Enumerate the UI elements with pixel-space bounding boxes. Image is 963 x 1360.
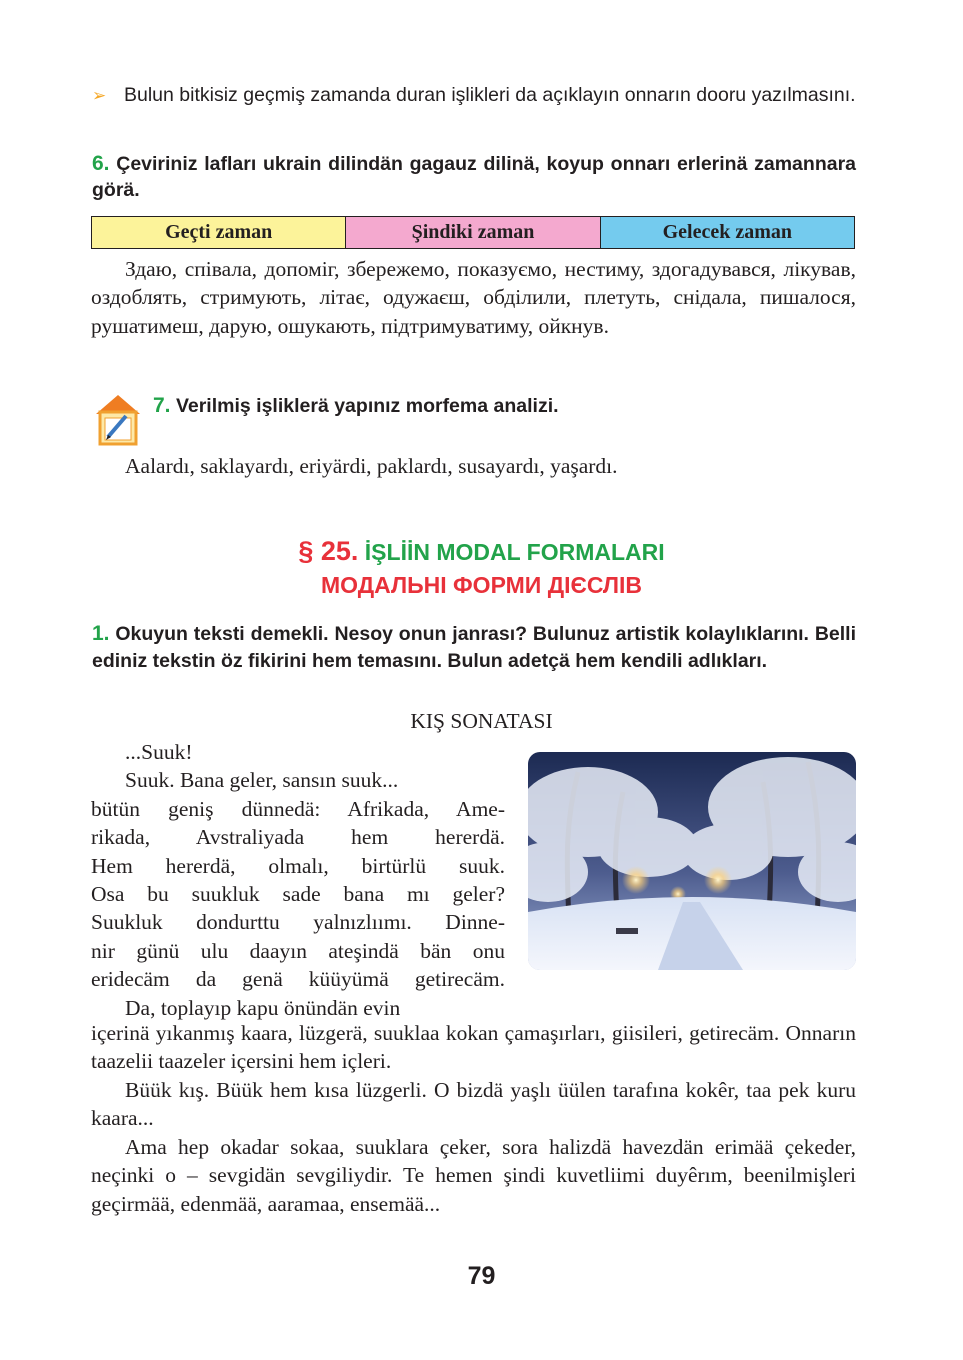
section-number: § 25. [298,536,359,566]
tense-present-cell: Şindiki zaman [346,217,600,248]
page-number: 79 [467,1262,496,1290]
tense-future-cell: Gelecek zaman [601,217,854,248]
bullet-instruction [92,82,856,109]
task-7-text: Verilmiş işliklerä yapınız morfema analizi. [175,395,559,417]
section-heading [0,536,963,567]
task-6-text: Çeviriniz lafları ukrain dilindän gagauz dilinä, koyup onnarı erlerinä zamannara görä. [92,153,857,201]
story-paragraph-3: Büük kış. Büük hem kısa lüzgerli. O bizdä yaşlı üülen tarafına kokêr, taa pek kuru kaara... [91,1078,856,1131]
house-pencil-icon [92,392,144,448]
story-line: bütün geniş dünnedä: Afrikada, Ame- [91,796,505,821]
story-paragraph-2-rest: içerinä yıkanmış kaara, lüzgerä, suuklaa kokan çamaşırları, giisileri, getirecäm. Onnarın taazelii taazeler içersini hem içleri. [91,1021,856,1074]
task-6-number: 6. [92,152,110,175]
tense-past-cell: Geçti zaman [92,217,346,248]
section-subtitle: МОДАЛЬНІ ФОРМИ ДІЄСЛІВ [320,572,643,598]
story-title: KIŞ SONATASI [410,709,553,733]
story-line: Da, toplayıp kapu önündän evin [125,995,401,1020]
task-7-number: 7. [153,394,171,417]
winter-park-photo [528,752,856,970]
task-7-heading [153,393,853,419]
task-1-text: Okuyun teksti demekli. Nesoy onun janrası? Bulunuz artistik kolaylıklarını. Belli ediniz tekstin öz fikirini hem temasını. Bulun adetçä hem kendili adlıkları. [92,623,856,672]
task-1-number: 1. [92,622,110,645]
task-6-words: Здаю, співала, допоміг, збережемо, показуємо, нестиму, здогадувався, лікував, оздоблять, стримують, літає, одужаєш, обділили, плетуть, снідала, пишалося, рушатимеш, дарую, ошукають, підтримуватиму, ойкнув. [91,257,856,338]
story-line: Hem hererdä, olmalı, birtürlü suuk. [91,853,505,878]
story-line: nir günü ulu daayın ateşindä bän onu [91,938,505,963]
section-title: İŞLİİN MODAL FORMALARI [364,539,665,565]
story-line: Suukluk dondurttu yalnızlıımı. Dinne- [91,910,505,935]
story-line: ...Suuk! [125,740,193,764]
task-7-words: Aalardı, saklayardı, eriyärdi, paklardı, susayardı, yaşardı. [125,454,618,478]
bullet-text: Bulun bitkisiz geçmiş zamanda duran işlikleri da açıklayın onnarın dooru yazılmasını. [124,84,856,106]
tense-table [91,216,855,249]
task-6-heading [92,151,856,203]
story-line: rikada, Avstraliyada hem hererdä. [91,825,505,850]
task-1-heading [92,620,856,675]
arrow-bullet-icon: ➢ [92,86,107,105]
story-line: Suuk. Bana geler, sansın suuk... [125,768,399,793]
story-line: eridecäm da genä küüyümä getirecäm. [91,967,505,992]
story-line: Osa bu suukluk sade bana mı geler? [91,882,505,906]
story-paragraph-4: Ama hep okadar sokaa, suuklara çeker, sora halizdä havezdän erimää çekeder, neçinki o – sevgidän sevgiliydir. Te hemen şindi kuvetliimi duyêrım, beenilmişleri geçirmää, edenmää, aaramaa, ensemää... [91,1135,856,1216]
